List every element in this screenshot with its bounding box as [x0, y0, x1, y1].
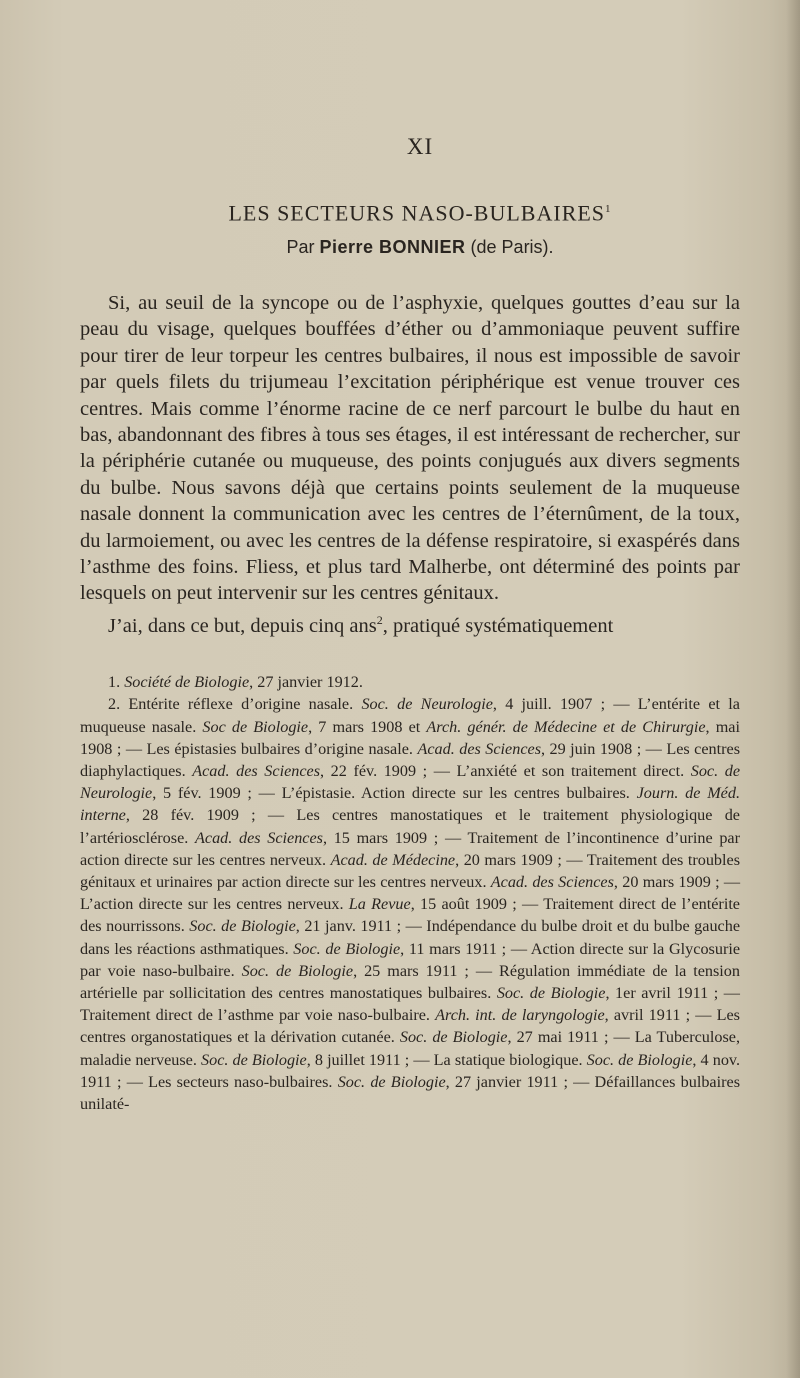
footnote-text: , 7 mars 1908 et [308, 717, 427, 736]
footnote-text: , mai 1908 ; — Les épistasies bulbaires d’origine nasale. [80, 717, 740, 758]
footnote-journal: Soc. de Biologie [496, 983, 606, 1002]
footnote-journal: Soc. de Biologie [586, 1050, 693, 1069]
page-edge-shadow [786, 0, 800, 1378]
title-footnote-mark[interactable]: 1 [605, 203, 612, 215]
footnote-journal: Soc. de Biologie [293, 939, 401, 958]
paragraph-2-start: J’ai, dans ce but, depuis cinq ans [108, 614, 377, 637]
footnote-text: , 20 mars 1909 ; — L’action directe sur les centres nerveux. [80, 872, 741, 914]
footnote-text: , 15 mars 1909 ; — Traitement de l’incontinence d’urine par action directe sur les centres nerveux. [80, 828, 740, 869]
footnote-journal: Arch. génér. de Médecine et de Chirurgie [426, 717, 706, 736]
footnote-journal: Soc. de Neurologie [80, 761, 741, 803]
footnote-text: 2. Entérite réflexe d’origine nasale. [108, 695, 362, 714]
paragraph-2-end: , pratiqué systématiquement [382, 614, 614, 637]
chapter-number: XI [406, 134, 434, 159]
author-name: Pierre BONNIER [319, 237, 466, 257]
footnote-text: , avril 1911 ; — Les centres organostatiques et la dérivation cutanée. [80, 1006, 740, 1047]
byline-prefix: Par [286, 237, 315, 257]
main-text [80, 290, 740, 639]
chapter-title [100, 194, 740, 224]
footnote-journal: Acad. des Sciences [417, 739, 541, 758]
footnote-1-number: 1. [108, 673, 121, 692]
page-content [80, 132, 740, 1115]
footnote-text: , 22 fév. 1909 ; — L’anxiété et son traitement direct. [320, 761, 691, 780]
body-paragraph-1: Si, au seuil de la syncope ou de l’asphyxie, quelques gouttes d’eau sur la peau du visage, quelques bouffées d’éther ou d’ammoniaque peuvent suffire pour tirer de leur torpeur les centres bulbaires, il nous est impossible de savoir par quels filets du trijumeau l’excitation périphérique est venue trouver ces centres. Mais comme l’énorme racine de ce nerf parcourt le bulbe du haut en bas, abandonnant des fibres à tous ses étages, il est intéressant de rechercher, sur la périphérie cutanée ou muqueuse, des points conjugués aux divers segments du bulbe. Nous savons déjà que certains points seulement de la muqueuse nasale donnent la communication avec les centres de l’éternûment, de la toux, du larmoiement, ou avec les centres de la défense respiratoire, si exaspérés dans l’asthme des foins. Fliess, et plus tard Malherbe, ont déterminé des points par lesquels on peut intervenir sur les centres génitaux. [80, 292, 740, 605]
footnotes [80, 671, 740, 1115]
footnote-journal: Acad. des Sciences [490, 872, 614, 891]
footnote-text: , 25 mars 1911 ; — Régulation immédiate de la tension artérielle par sollicitation des centres manostatiques bulbaires. [80, 961, 740, 1002]
footnote-journal: Soc. de Biologie [399, 1028, 508, 1047]
footnote-journal: Soc. de Neurologie [361, 695, 493, 714]
author-location: (de Paris). [470, 237, 554, 257]
footnote-journal: Acad. des Sciences [192, 761, 321, 780]
footnote-2 [80, 693, 740, 1115]
footnote-text: , 11 mars 1911 ; — Action directe sur la Glycosurie par voie naso-bulbaire. [80, 939, 741, 980]
footnote-journal: Soc. de Biologie [337, 1072, 446, 1091]
footnote-journal: La Revue [348, 895, 411, 914]
footnote-journal: Soc. de Biologie [201, 1050, 307, 1069]
footnote-text: , 5 fév. 1909 ; — L’épistasie. Action directe sur les centres bulbaires. [152, 784, 637, 803]
chapter-title-text: LES SECTEURS NASO-BULBAIRES [228, 200, 606, 226]
footnote-text: , 20 mars 1909 ; — Traitement des troubles génitaux et urinaires par action directe sur les centres nerveux. [80, 850, 741, 891]
footnote-text: , 4 nov. 1911 ; — Les secteurs naso-bulbaires. [80, 1050, 740, 1091]
footnote-text: , 4 juill. 1907 ; — L’entérite et la muqueuse nasale. [80, 695, 740, 736]
footnote-text: , 15 août 1909 ; — Traitement direct de l’entérite des nourrissons. [80, 895, 740, 936]
footnote-text: , 21 janv. 1911 ; — Indépendance du bulbe droit et du bulbe gauche dans les réactions asthmatiques. [80, 917, 741, 958]
footnote-journal: Journ. de Méd. interne [80, 784, 741, 825]
footnote-text: , 1er avril 1911 ; — Traitement direct de l’asthme par voie naso-bulbaire. [80, 983, 740, 1025]
footnote-journal: Soc. de Biologie [189, 917, 296, 936]
footnote-journal: Arch. int. de laryngologie [435, 1006, 605, 1025]
author-byline [100, 234, 740, 260]
footnote-journal: Acad. des Sciences [195, 828, 323, 847]
footnote-text: , 27 mai 1911 ; — La Tuberculose, maladie nerveuse. [80, 1028, 741, 1069]
footnote-journal: Soc de Biologie [202, 717, 309, 736]
footnote-text: , 29 juin 1908 ; — Les centres diaphylactiques. [80, 739, 741, 780]
footnote-ref-2[interactable]: 2 [376, 612, 383, 627]
footnote-1 [80, 671, 740, 693]
body-paragraph-2 [80, 607, 740, 639]
footnote-text: , 28 fév. 1909 ; — Les centres manostatiques et le traitement physiologique de l’artériosclérose. [80, 806, 740, 847]
footnote-journal: Société de Biologie [124, 673, 250, 692]
footnote-journal: Soc. de Biologie [241, 961, 354, 980]
footnote-text: , 8 juillet 1911 ; — La statique biologique. [306, 1050, 587, 1069]
footnote-journal: Acad. de Médecine [330, 850, 456, 869]
footnote-text: , 27 janvier 1911 ; — Défaillances bulbaires unilaté- [80, 1072, 740, 1113]
footnote-text: , 27 janvier 1912. [249, 673, 363, 692]
